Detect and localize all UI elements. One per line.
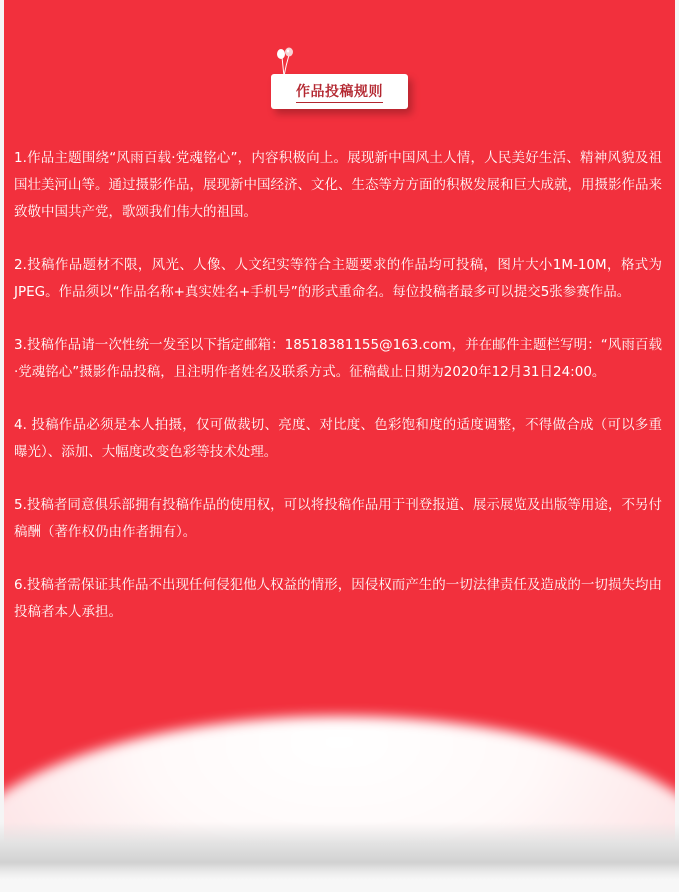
section-title-badge [271,74,408,109]
section-title: 作品投稿规则 [296,81,383,103]
rule-item: 4. 投稿作品必须是本人拍摄，仅可做裁切、亮度、对比度、色彩饱和度的适度调整，不得做合成（可以多重曝光）、添加、大幅度改变色彩等技术处理。 [14,417,662,460]
rule-item: 6.投稿者需保证其作品不出现任何侵犯他人权益的情形，因侵权而产生的一切法律责任及造成的一切损失均由投稿者本人承担。 [14,577,662,620]
rule-item: 1.作品主题围绕“风雨百载·党魂铭心”，内容积极向上。展现新中国风土人情，人民美好生活、精神风貌及祖国壮美河山等。通过摄影作品，展现新中国经济、文化、生态等方方面的积极发展和巨大成就，用摄影作品来致敬中国共产党，歌颂我们伟大的祖国。 [14,150,662,220]
rule-item: 5.投稿者同意俱乐部拥有投稿作品的使用权，可以将投稿作品用于刊登报道、展示展览及出版等用途，不另付稿酬（著作权仍由作者拥有）。 [14,497,662,540]
rule-item: 3.投稿作品请一次性统一发至以下指定邮箱：18518381155@163.com，并在邮件主题栏写明：“风雨百载·党魂铭心”摄影作品投稿，且注明作者姓名及联系方式。征稿截止日期为2020年12月31日24:00。 [14,337,662,380]
bottom-fade-decoration [0,862,679,892]
rule-item: 2.投稿作品题材不限，风光、人像、人文纪实等符合主题要求的作品均可投稿，图片大小1M-10M，格式为JPEG。作品须以“作品名称+真实姓名+手机号”的形式重命名。每位投稿者最多可以提交5张参赛作品。 [14,257,662,300]
rules-list [14,145,662,652]
balloons-icon [273,47,299,77]
